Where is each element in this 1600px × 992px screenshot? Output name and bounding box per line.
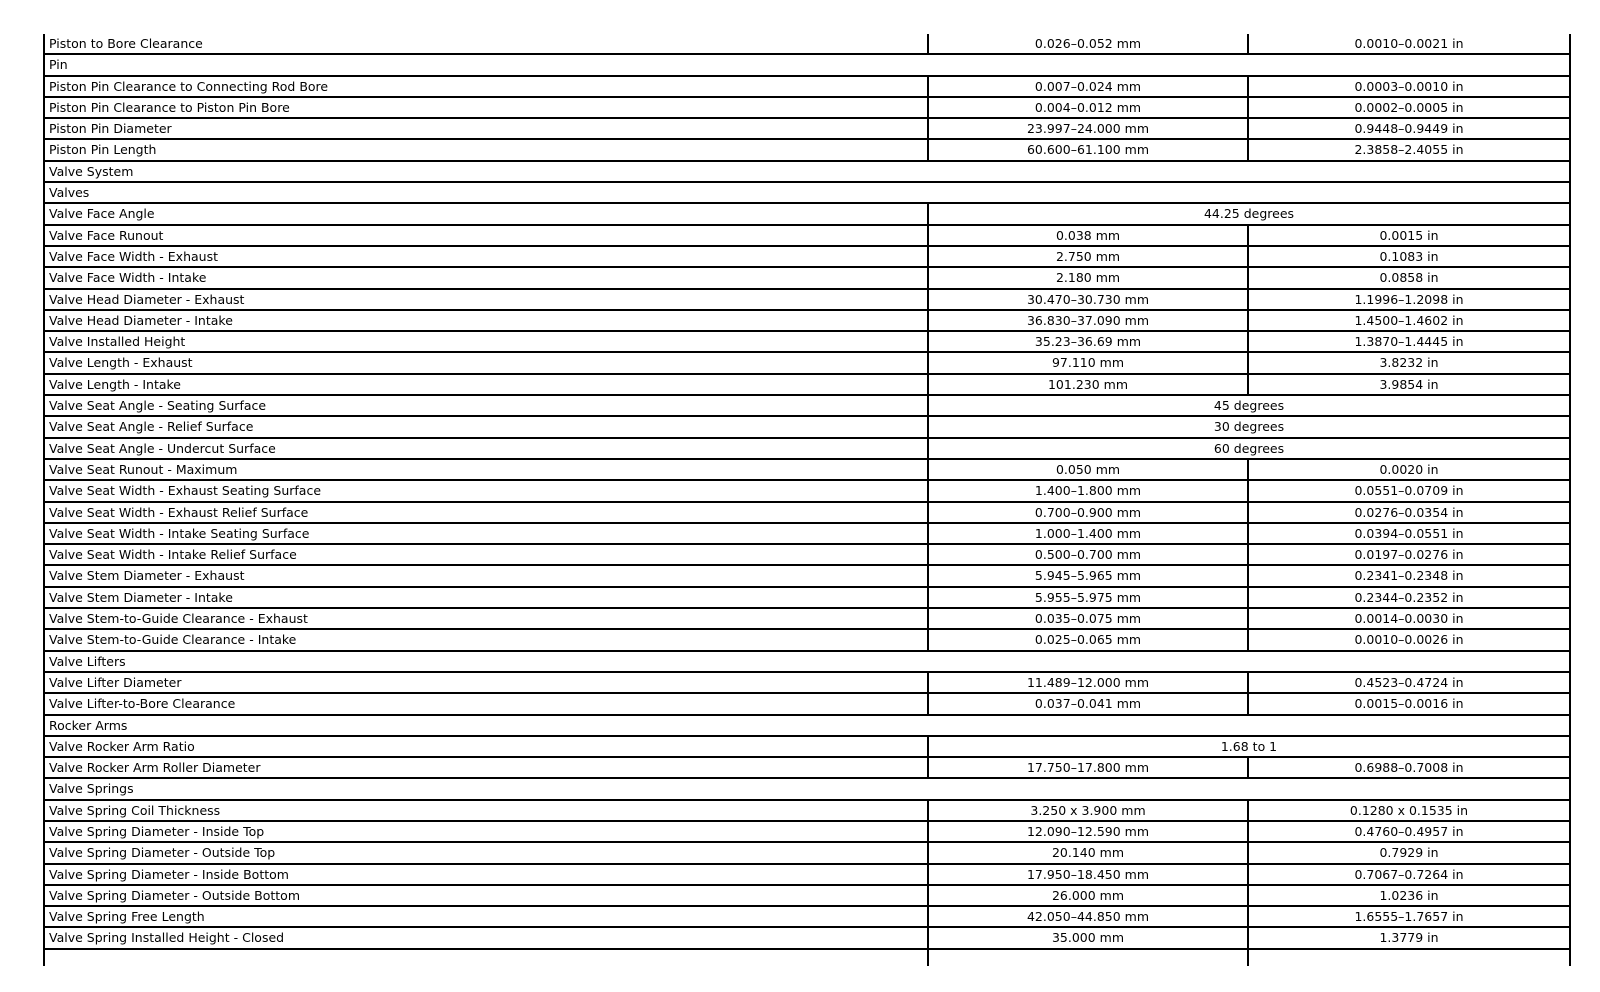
section-header-row [44,651,1570,672]
spec-value-metric: 35.000 mm [928,927,1248,948]
table-row [44,225,1570,246]
table-row [44,480,1570,501]
spec-value-imperial: 0.0015 in [1248,225,1570,246]
spec-value-metric: 0.004–0.012 mm [928,97,1248,118]
table-row [44,502,1570,523]
spec-label: Valve Seat Angle - Undercut Surface [44,438,928,459]
spec-value-imperial: 0.0003–0.0010 in [1248,76,1570,97]
table-row [44,203,1570,224]
spec-value-imperial: 0.2341–0.2348 in [1248,565,1570,586]
table-row [44,842,1570,863]
table-row [44,97,1570,118]
table-row [44,352,1570,373]
spec-value-combined: 30 degrees [928,416,1570,437]
spec-value-combined: 60 degrees [928,438,1570,459]
table-row [44,374,1570,395]
table-row [44,544,1570,565]
spec-value-imperial: 0.0197–0.0276 in [1248,544,1570,565]
spec-value-imperial: 0.7067–0.7264 in [1248,864,1570,885]
spec-value-imperial: 0.0002–0.0005 in [1248,97,1570,118]
spec-value-metric: 17.950–18.450 mm [928,864,1248,885]
spec-label: Valve Spring Diameter - Outside Bottom [44,885,928,906]
spec-value-metric: 1.400–1.800 mm [928,480,1248,501]
spec-value-metric: 5.945–5.965 mm [928,565,1248,586]
spec-value-imperial: 0.0394–0.0551 in [1248,523,1570,544]
spec-label: Valve Seat Angle - Seating Surface [44,395,928,416]
section-header-row [44,182,1570,203]
spec-value-imperial: 0.0276–0.0354 in [1248,502,1570,523]
section-header-label: Valve Lifters [44,651,1570,672]
table-row [44,438,1570,459]
section-header-label: Valves [44,182,1570,203]
spec-label: Valve Stem-to-Guide Clearance - Exhaust [44,608,928,629]
spec-value-imperial: 0.0010–0.0021 in [1248,34,1570,54]
spec-label: Valve Stem Diameter - Intake [44,587,928,608]
table-row [44,139,1570,160]
spec-value-imperial: 0.6988–0.7008 in [1248,757,1570,778]
table-row [44,864,1570,885]
spec-value-imperial: 0.0858 in [1248,267,1570,288]
table-row [44,885,1570,906]
spec-value-metric: 36.830–37.090 mm [928,310,1248,331]
table-row [44,587,1570,608]
table-row [44,459,1570,480]
spec-label: Valve Seat Runout - Maximum [44,459,928,480]
spec-label: Piston Pin Diameter [44,118,928,139]
spec-label: Valve Spring Coil Thickness [44,800,928,821]
table-row [44,246,1570,267]
table-row [44,289,1570,310]
specifications-table [43,34,1571,966]
section-header-label: Pin [44,54,1570,75]
table-row [44,565,1570,586]
spec-label: Valve Spring Diameter - Outside Top [44,842,928,863]
spec-value-imperial: 0.7929 in [1248,842,1570,863]
spec-value-metric: 0.035–0.075 mm [928,608,1248,629]
spec-value-metric: 20.140 mm [928,842,1248,863]
spec-label: Valve Face Angle [44,203,928,224]
spec-label: Valve Seat Width - Exhaust Relief Surface [44,502,928,523]
spec-label: Valve Rocker Arm Ratio [44,736,928,757]
spec-label: Valve Spring Diameter - Inside Bottom [44,864,928,885]
spec-value-combined: 1.68 to 1 [928,736,1570,757]
spec-label: Valve Rocker Arm Roller Diameter [44,757,928,778]
spec-value-metric: 17.750–17.800 mm [928,757,1248,778]
spec-value-metric: 0.500–0.700 mm [928,544,1248,565]
spec-label: Valve Lifter Diameter [44,672,928,693]
table-row [44,672,1570,693]
spec-value-metric: 101.230 mm [928,374,1248,395]
table-row [44,629,1570,650]
blank-cell [1248,949,1570,966]
spec-value-imperial: 0.4523–0.4724 in [1248,672,1570,693]
spec-value-combined: 45 degrees [928,395,1570,416]
spec-value-imperial: 0.0014–0.0030 in [1248,608,1570,629]
table-row [44,76,1570,97]
table-row [44,310,1570,331]
spec-value-metric: 97.110 mm [928,352,1248,373]
spec-label: Valve Stem Diameter - Exhaust [44,565,928,586]
table-row [44,757,1570,778]
spec-label: Valve Spring Installed Height - Closed [44,927,928,948]
spec-label: Valve Face Runout [44,225,928,246]
spec-value-imperial: 0.0010–0.0026 in [1248,629,1570,650]
blank-cell [928,949,1248,966]
section-header-row [44,161,1570,182]
spec-label: Valve Head Diameter - Exhaust [44,289,928,310]
spec-label: Valve Seat Width - Intake Relief Surface [44,544,928,565]
spec-value-metric: 0.037–0.041 mm [928,693,1248,714]
spec-value-imperial: 0.2344–0.2352 in [1248,587,1570,608]
spec-value-metric: 42.050–44.850 mm [928,906,1248,927]
spec-value-imperial: 0.1083 in [1248,246,1570,267]
spec-label: Valve Lifter-to-Bore Clearance [44,693,928,714]
spec-value-metric: 60.600–61.100 mm [928,139,1248,160]
spec-label: Valve Length - Exhaust [44,352,928,373]
spec-value-metric: 0.025–0.065 mm [928,629,1248,650]
spec-value-imperial: 0.0551–0.0709 in [1248,480,1570,501]
spec-label: Piston Pin Length [44,139,928,160]
spec-value-metric: 0.700–0.900 mm [928,502,1248,523]
spec-value-combined: 44.25 degrees [928,203,1570,224]
table-row [44,34,1570,54]
spec-value-imperial: 1.3779 in [1248,927,1570,948]
table-row [44,906,1570,927]
spec-value-metric: 11.489–12.000 mm [928,672,1248,693]
section-header-label: Valve Springs [44,778,1570,799]
spec-value-metric: 2.180 mm [928,267,1248,288]
spec-label: Valve Seat Width - Exhaust Seating Surface [44,480,928,501]
table-row [44,395,1570,416]
spec-value-metric: 0.026–0.052 mm [928,34,1248,54]
spec-label: Valve Installed Height [44,331,928,352]
spec-value-metric: 12.090–12.590 mm [928,821,1248,842]
table-row [44,927,1570,948]
table-row [44,416,1570,437]
spec-label: Valve Seat Angle - Relief Surface [44,416,928,437]
spec-value-imperial: 0.4760–0.4957 in [1248,821,1570,842]
spec-value-metric: 0.050 mm [928,459,1248,480]
specifications-table-body [44,34,1570,966]
spec-value-imperial: 0.1280 x 0.1535 in [1248,800,1570,821]
table-row [44,331,1570,352]
spec-value-metric: 5.955–5.975 mm [928,587,1248,608]
spec-value-metric: 2.750 mm [928,246,1248,267]
blank-row [44,949,1570,966]
section-header-row [44,54,1570,75]
table-row [44,118,1570,139]
section-header-label: Rocker Arms [44,715,1570,736]
spec-value-imperial: 1.0236 in [1248,885,1570,906]
spec-value-metric: 35.23–36.69 mm [928,331,1248,352]
table-row [44,821,1570,842]
spec-value-imperial: 3.9854 in [1248,374,1570,395]
spec-value-metric: 1.000–1.400 mm [928,523,1248,544]
table-row [44,523,1570,544]
spec-label: Valve Seat Width - Intake Seating Surface [44,523,928,544]
spec-value-metric: 3.250 x 3.900 mm [928,800,1248,821]
spec-value-metric: 23.997–24.000 mm [928,118,1248,139]
spec-label: Valve Head Diameter - Intake [44,310,928,331]
table-row [44,608,1570,629]
table-row [44,693,1570,714]
spec-value-metric: 30.470–30.730 mm [928,289,1248,310]
table-row [44,267,1570,288]
spec-label: Piston to Bore Clearance [44,34,928,54]
spec-value-metric: 0.038 mm [928,225,1248,246]
spec-label: Valve Face Width - Intake [44,267,928,288]
spec-value-metric: 0.007–0.024 mm [928,76,1248,97]
spec-value-imperial: 2.3858–2.4055 in [1248,139,1570,160]
spec-value-imperial: 0.9448–0.9449 in [1248,118,1570,139]
table-row [44,736,1570,757]
spec-value-metric: 26.000 mm [928,885,1248,906]
spec-label: Valve Spring Diameter - Inside Top [44,821,928,842]
spec-label: Piston Pin Clearance to Connecting Rod Bore [44,76,928,97]
spec-label: Valve Stem-to-Guide Clearance - Intake [44,629,928,650]
spec-label: Valve Spring Free Length [44,906,928,927]
blank-cell [44,949,928,966]
spec-value-imperial: 1.3870–1.4445 in [1248,331,1570,352]
spec-label: Valve Face Width - Exhaust [44,246,928,267]
spec-value-imperial: 0.0020 in [1248,459,1570,480]
section-header-row [44,778,1570,799]
section-header-row [44,715,1570,736]
spec-value-imperial: 1.6555–1.7657 in [1248,906,1570,927]
table-row [44,800,1570,821]
spec-value-imperial: 3.8232 in [1248,352,1570,373]
section-header-label: Valve System [44,161,1570,182]
spec-label: Valve Length - Intake [44,374,928,395]
spec-value-imperial: 1.4500–1.4602 in [1248,310,1570,331]
spec-value-imperial: 0.0015–0.0016 in [1248,693,1570,714]
spec-value-imperial: 1.1996–1.2098 in [1248,289,1570,310]
spec-label: Piston Pin Clearance to Piston Pin Bore [44,97,928,118]
